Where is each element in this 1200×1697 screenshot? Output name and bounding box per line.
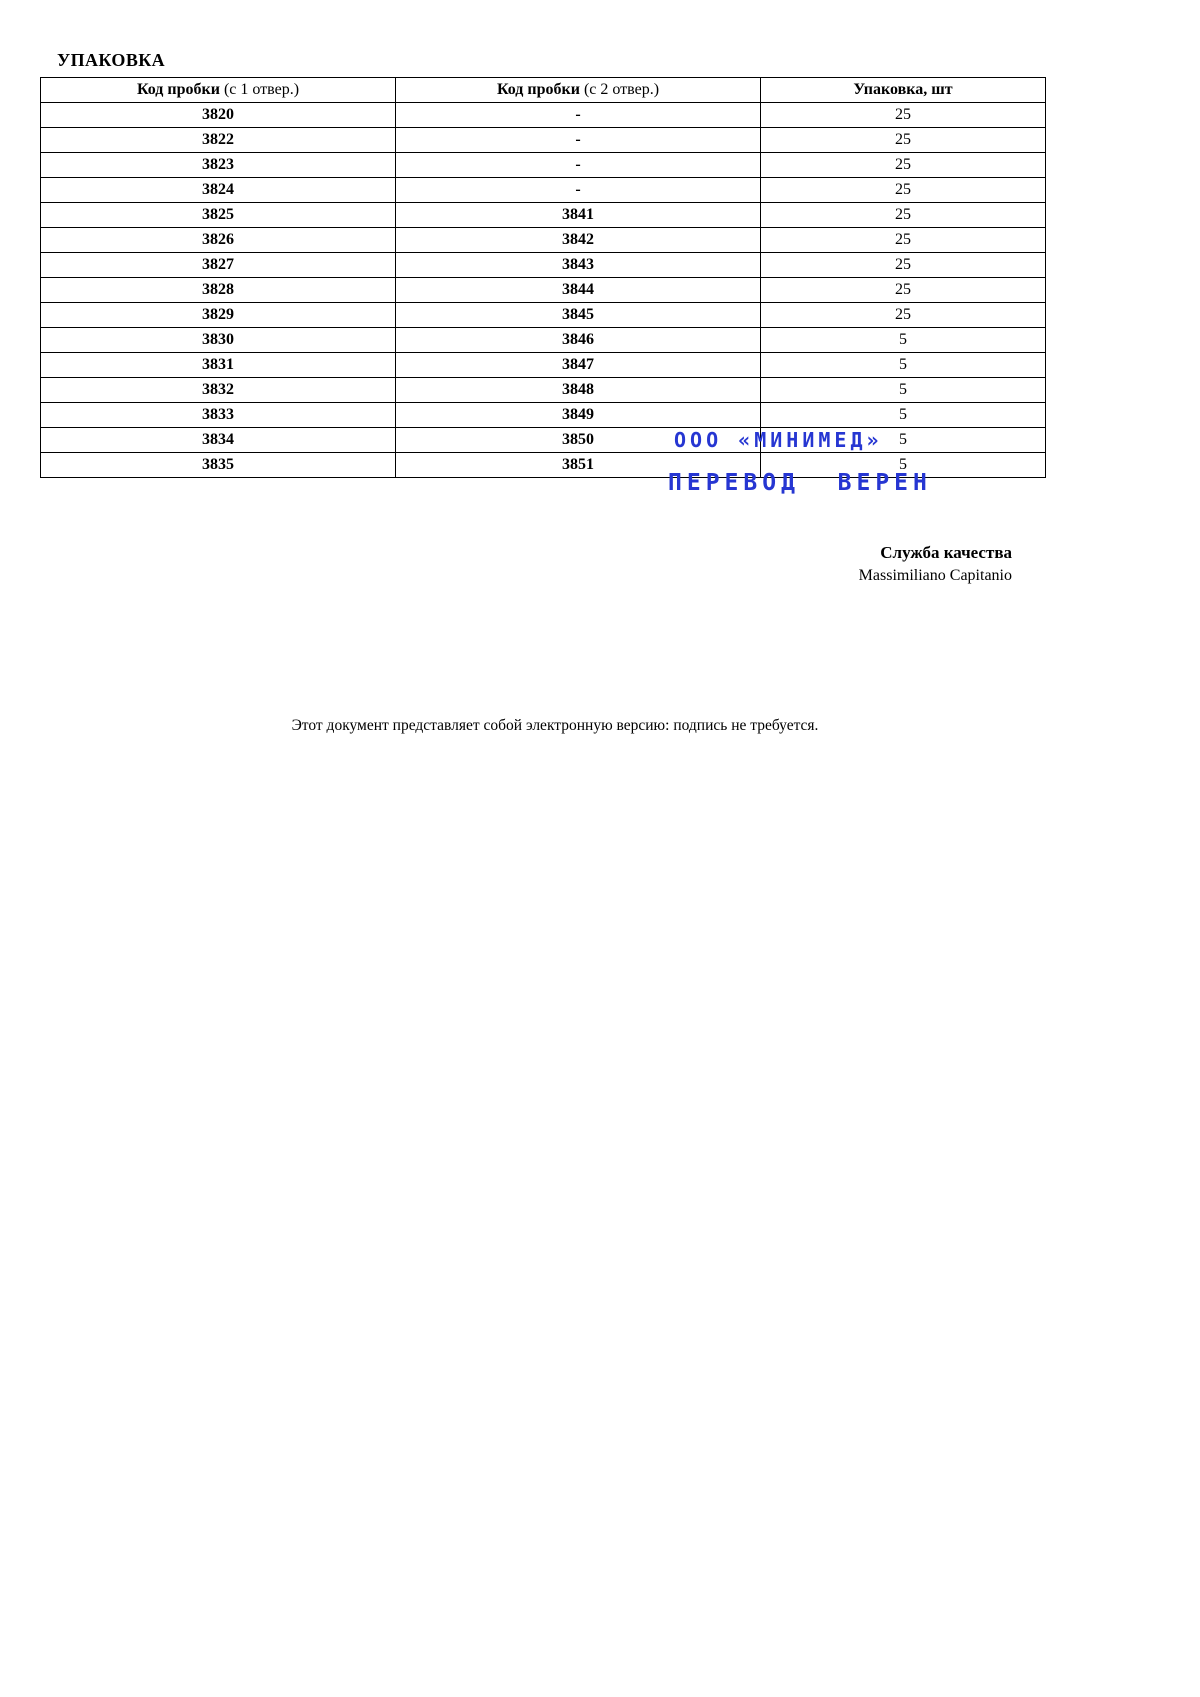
cell-cap-code-2: 3841 [396,203,761,228]
cell-cap-code-2: - [396,153,761,178]
cell-packaging-qty: 25 [761,253,1046,278]
cell-cap-code-1: 3822 [41,128,396,153]
cell-packaging-qty: 25 [761,203,1046,228]
cell-cap-code-2: 3848 [396,378,761,403]
cell-cap-code-1: 3831 [41,353,396,378]
table-body [41,103,1046,478]
table-row [41,328,1046,353]
cell-cap-code-1: 3835 [41,453,396,478]
cell-cap-code-1: 3825 [41,203,396,228]
cell-packaging-qty: 25 [761,278,1046,303]
cell-cap-code-1: 3830 [41,328,396,353]
table-row [41,228,1046,253]
page-title: УПАКОВКА [57,50,166,70]
cell-cap-code-2: 3851 [396,453,761,478]
table-row [41,178,1046,203]
column-header-cap-code-1-hole [41,78,396,103]
cell-cap-code-1: 3834 [41,428,396,453]
signature-name: Massimiliano Capitanio [858,567,1012,584]
column-header-regular-text: (с 2 отвер.) [579,81,660,99]
cell-cap-code-1: 3832 [41,378,396,403]
cell-packaging-qty: 25 [761,103,1046,128]
table-row [41,253,1046,278]
cell-packaging-qty: 5 [761,428,1046,453]
table-row [41,153,1046,178]
table-row [41,128,1046,153]
column-header-bold-text: Код пробки [136,81,220,99]
signature-block [600,543,1012,585]
cell-cap-code-1: 3823 [41,153,396,178]
column-header-bold-text: Код пробки [496,81,580,99]
cell-cap-code-2: 3850 [396,428,761,453]
table-row [41,203,1046,228]
column-header-packaging-qty [761,78,1046,103]
cell-packaging-qty: 25 [761,128,1046,153]
cell-packaging-qty: 25 [761,178,1046,203]
cell-cap-code-2: 3849 [396,403,761,428]
cell-cap-code-2: - [396,128,761,153]
cell-cap-code-1: 3826 [41,228,396,253]
cell-cap-code-1: 3820 [41,103,396,128]
cell-cap-code-2: 3845 [396,303,761,328]
cell-packaging-qty: 5 [761,328,1046,353]
cell-packaging-qty: 25 [761,228,1046,253]
table-row [41,278,1046,303]
table-row [41,103,1046,128]
table-row [41,378,1046,403]
cell-packaging-qty: 25 [761,153,1046,178]
signature-title: Служба качества [880,543,1012,562]
stamp-company-name: ООО «МИНИМЕД» [674,428,883,452]
table-row [41,353,1046,378]
column-header-bold-text: Упаковка, шт [853,81,953,99]
cell-cap-code-2: 3846 [396,328,761,353]
cell-cap-code-1: 3833 [41,403,396,428]
cell-cap-code-2: - [396,103,761,128]
column-header-cap-code-2-holes [396,78,761,103]
cell-packaging-qty: 5 [761,378,1046,403]
cell-cap-code-1: 3827 [41,253,396,278]
cell-packaging-qty: 25 [761,303,1046,328]
table-row [41,303,1046,328]
column-header-regular-text: (с 1 отвер.) [219,81,300,99]
packaging-table [40,77,1046,478]
stamp-translation-verified: ПЕРЕВОД ВЕРЕН [668,470,932,496]
table-row [41,428,1046,453]
electronic-version-note: Этот документ представляет собой электронную версию: подпись не требуется. [291,717,819,734]
cell-packaging-qty: 5 [761,403,1046,428]
cell-cap-code-1: 3824 [41,178,396,203]
cell-cap-code-2: 3844 [396,278,761,303]
cell-cap-code-2: 3842 [396,228,761,253]
table-row [41,403,1046,428]
cell-cap-code-2: 3843 [396,253,761,278]
cell-packaging-qty: 5 [761,453,1046,478]
cell-cap-code-2: - [396,178,761,203]
table-header-row [41,78,1046,103]
cell-cap-code-1: 3828 [41,278,396,303]
cell-cap-code-2: 3847 [396,353,761,378]
cell-packaging-qty: 5 [761,353,1046,378]
cell-cap-code-1: 3829 [41,303,396,328]
